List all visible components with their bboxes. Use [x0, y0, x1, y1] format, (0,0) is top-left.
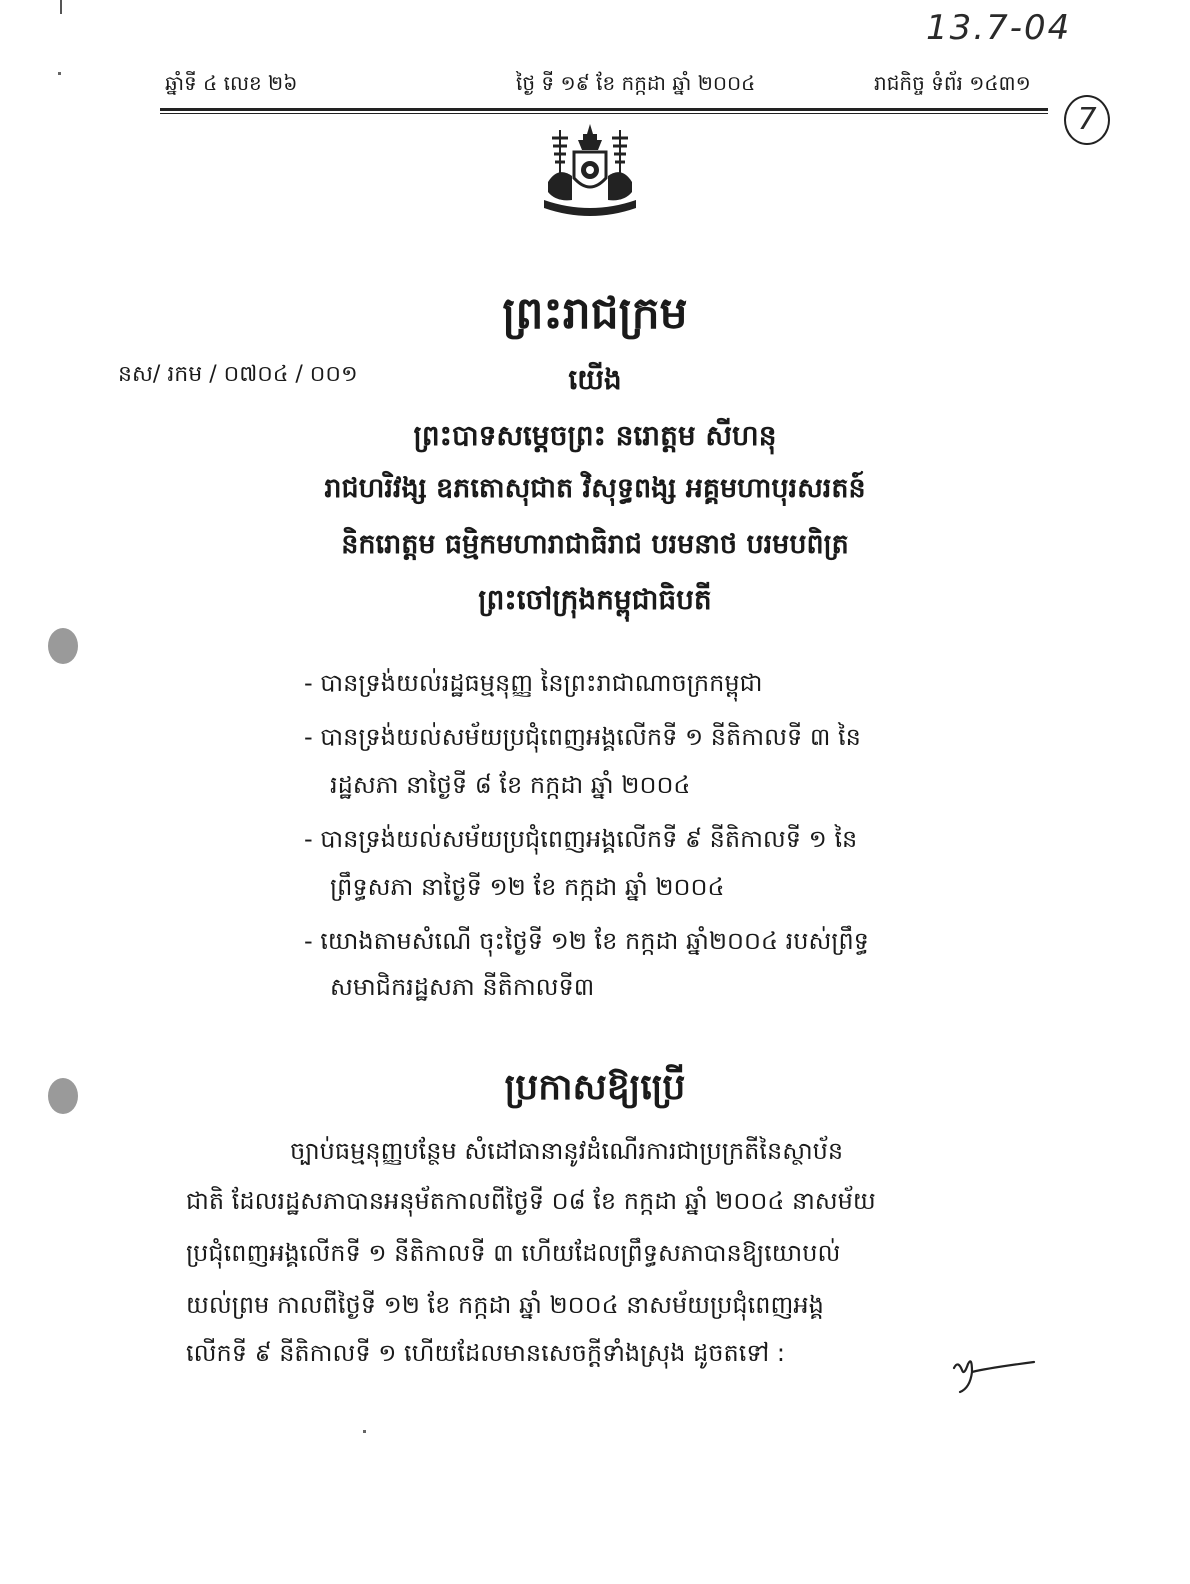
body-line-2: ជាតិ ដែលរដ្ឋសភាបានអនុម័តកាលពីថ្ងៃទី ០៨ ខែ កក្កដា ឆ្នាំ ២០០៤ នាសម័យ	[186, 1187, 876, 1215]
handwritten-date: 13.7-04	[926, 8, 1072, 48]
decree-title: ព្រះរាជក្រម	[502, 288, 688, 339]
king-title-line-3: និករោត្តម ធម្មិកមហារាជាធិរាជ បរមនាថ បរមបពិត្រ	[341, 529, 849, 560]
body-line-3: ប្រជុំពេញអង្គលើកទី ១ នីតិកាលទី ៣ ហើយដែលព្រឹទ្ធសភាបានឱ្យយោបល់	[186, 1239, 841, 1267]
consideration-item-4: - យោងតាមសំណើ ចុះថ្ងៃទី ១២ ខែ កក្កដា ឆ្នាំ២០០៤ របស់ព្រឹទ្ធ	[304, 927, 869, 955]
king-title-line-2: រាជហរិវង្ស ឧភតោសុជាត វិសុទ្ធពង្ស អគ្គមហាបុរសរតន៍	[324, 473, 866, 504]
handwritten-initials-mark	[948, 1350, 1038, 1396]
scan-speck	[58, 72, 61, 75]
decree-number: នស/ រកម / ០៧០៤ / ០០១	[118, 362, 358, 387]
we-heading: យើង	[568, 363, 622, 396]
king-title-line-4: ព្រះចៅក្រុងកម្ពុជាធិបតី	[478, 583, 712, 616]
promulgate-heading: ប្រកាសឱ្យប្រើ	[504, 1067, 686, 1108]
consideration-item-3-cont: ព្រឹទ្ធសភា នាថ្ងៃទី ១២ ខែ កក្កដា ឆ្នាំ ២០០៤	[330, 873, 725, 901]
gazette-page-number: រាជកិច្ច ទំព័រ ១៤៣១	[874, 71, 1031, 95]
punch-hole-top	[48, 628, 78, 664]
king-title-line-1: ព្រះបាទសម្ដេចព្រះ នរោត្ដម សីហនុ	[413, 419, 777, 452]
binder-mark	[60, 0, 62, 14]
consideration-item-2: - បានទ្រង់យល់សម័យប្រជុំពេញអង្គលើកទី ១ នីតិកាលទី ៣ នៃ	[304, 723, 861, 751]
consideration-item-4-cont: សមាជិករដ្ឋសភា នីតិកាលទី៣	[330, 973, 595, 1001]
body-line-5: លើកទី ៩ នីតិកាលទី ១ ហើយដែលមានសេចក្ដីទាំងស្រុង ដូចតទៅ :	[186, 1339, 785, 1367]
gazette-date: ថ្ងៃ ទី ១៩ ខែ កក្កដា ឆ្នាំ ២០០៤	[516, 71, 756, 95]
consideration-item-3: - បានទ្រង់យល់សម័យប្រជុំពេញអង្គលើកទី ៩ នីតិកាលទី ១ នៃ	[304, 825, 858, 853]
circled-page-number	[1064, 95, 1110, 145]
gazette-year-issue: ឆ្នាំទី ៤ លេខ ២៦	[165, 71, 298, 95]
circled-number-text: 7	[1077, 102, 1097, 137]
body-line-1: ច្បាប់ធម្មនុញ្ញបន្ថែម សំដៅធានានូវដំណើរការជាប្រក្រតីនៃស្ថាប័ន	[290, 1137, 844, 1165]
consideration-item-2-cont: រដ្ឋសភា នាថ្ងៃទី ៨ ខែ កក្កដា ឆ្នាំ ២០០៤	[330, 771, 691, 799]
header-rule-thin	[160, 113, 1048, 114]
body-line-4: យល់ព្រម កាលពីថ្ងៃទី ១២ ខែ កក្កដា ឆ្នាំ ២០០៤ នាសម័យប្រជុំពេញអង្គ	[186, 1291, 824, 1319]
royal-coat-of-arms-icon	[538, 120, 642, 220]
scan-speck	[363, 1430, 366, 1433]
header-rule	[160, 108, 1048, 111]
consideration-item-1: - បានទ្រង់យល់រដ្ឋធម្មនុញ្ញ នៃព្រះរាជាណាចក្រកម្ពុជា	[304, 669, 763, 697]
